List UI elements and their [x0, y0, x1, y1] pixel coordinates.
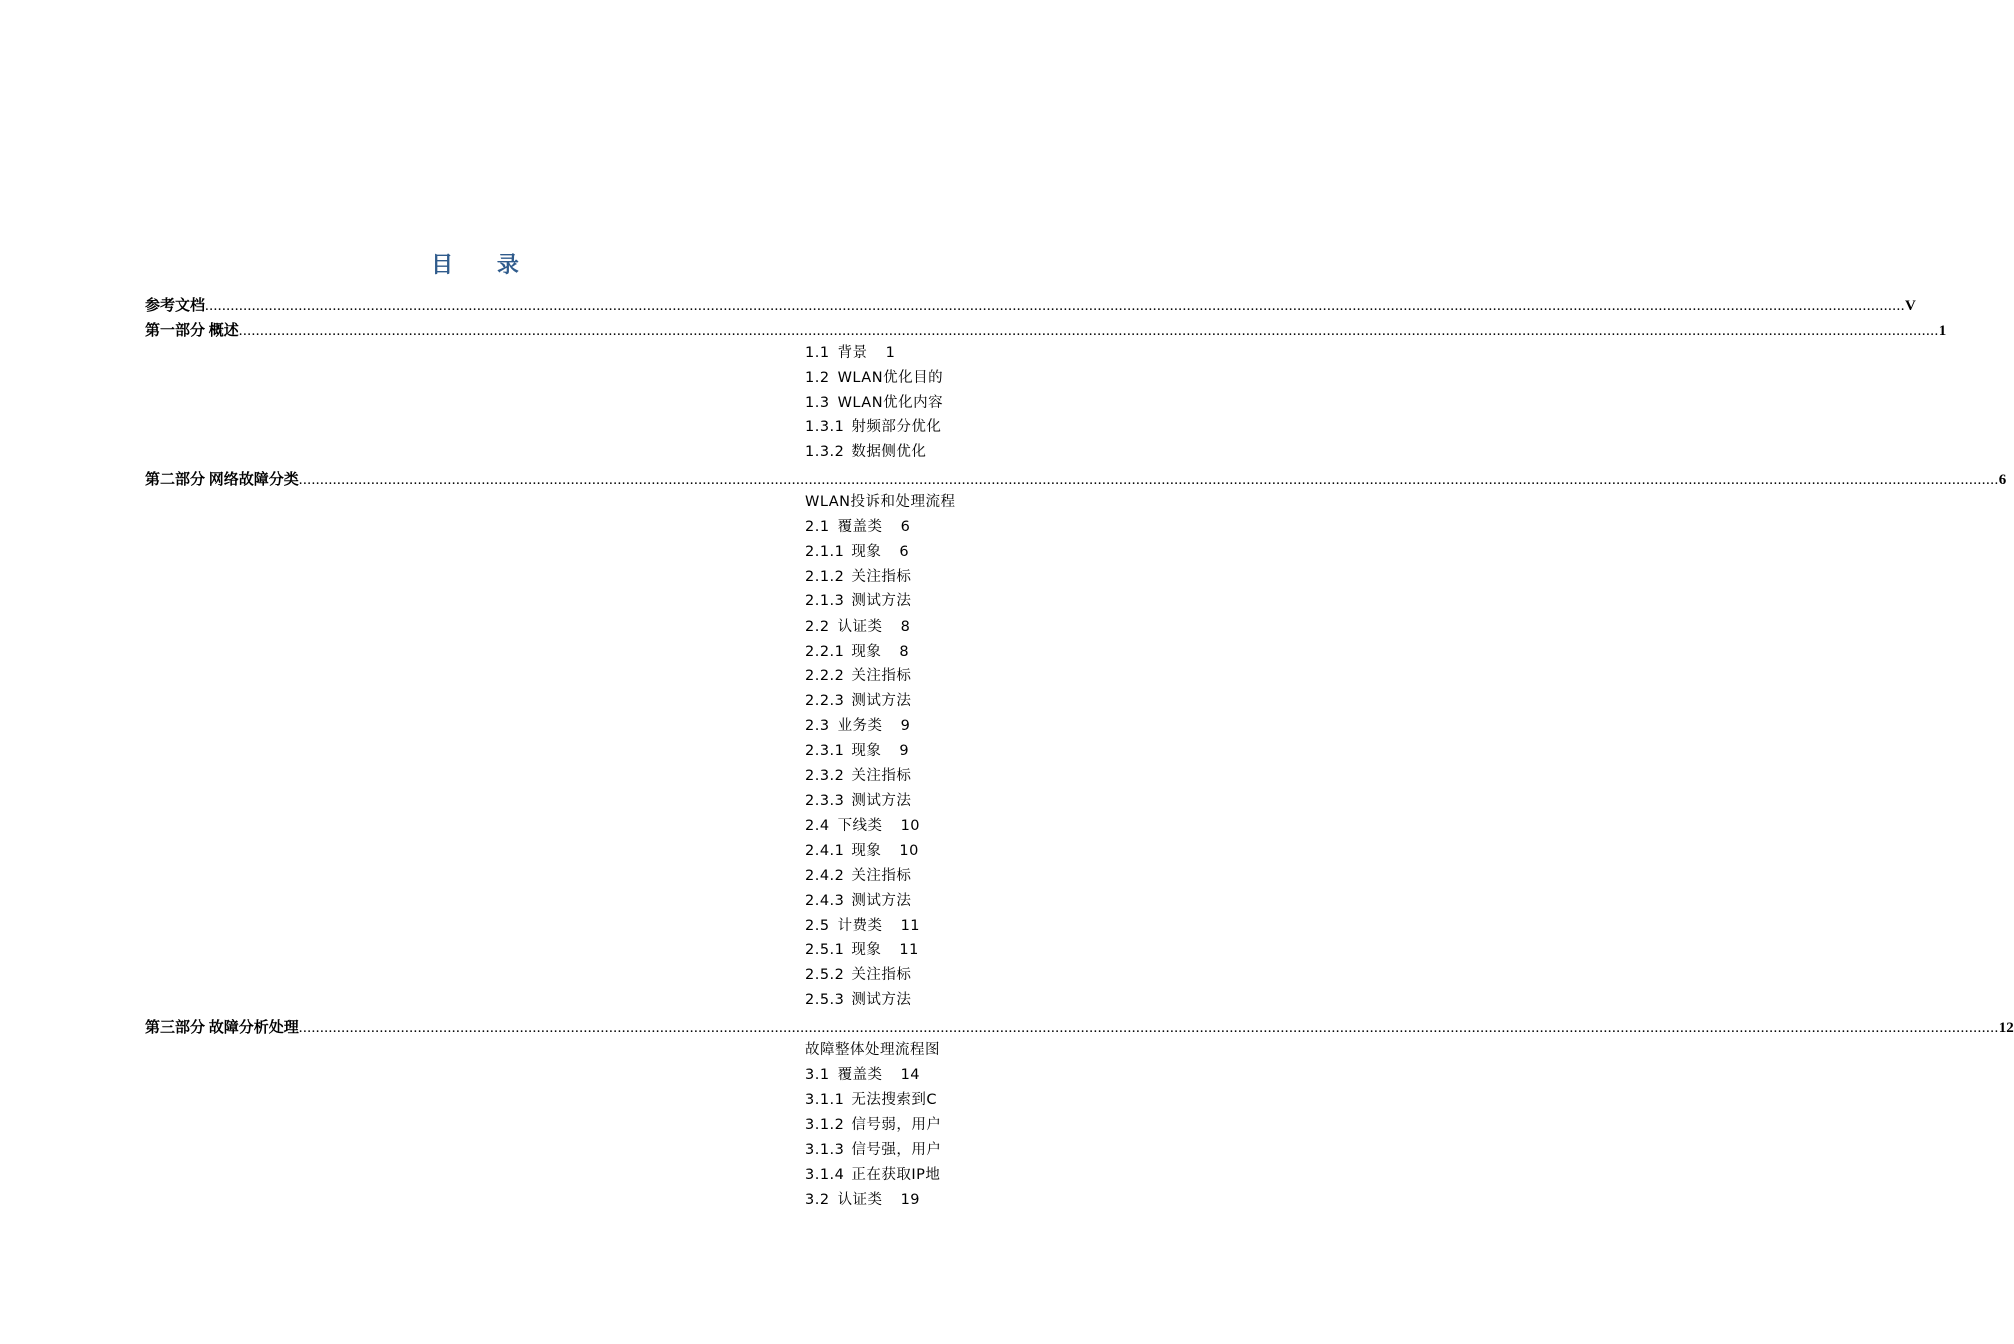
toc-minor-number: 2.4.1: [805, 843, 845, 859]
toc-minor-entry[interactable]: [805, 790, 950, 812]
toc-major-page: 12: [1998, 1020, 2014, 1036]
toc-minor-entry[interactable]: [805, 690, 950, 712]
toc-minor-text: 现象: [851, 743, 882, 759]
toc-minor-entry[interactable]: [805, 342, 950, 364]
toc-minor-page: 19: [900, 1192, 921, 1208]
toc-minor-text: 覆盖类: [837, 519, 883, 535]
toc-minor-number: 2.4.3: [805, 893, 845, 909]
toc-minor-entry[interactable]: [805, 890, 950, 912]
toc-minor-text: 测试方法: [851, 893, 912, 909]
toc-minor-number: 2.2: [805, 619, 830, 635]
toc-minor-text: 测试方法: [851, 992, 912, 1008]
toc-minor-entry[interactable]: [805, 516, 950, 538]
toc-minor-text: WLAN投诉和处理流程: [805, 494, 956, 510]
toc-minor-text: WLAN优化目的: [837, 370, 944, 386]
toc-minor-page: 8: [900, 619, 911, 635]
toc-minor-number: 2.2.2: [805, 668, 845, 684]
toc-minor-entry[interactable]: [805, 416, 950, 438]
toc-minor-number: 1.3.2: [805, 444, 845, 460]
toc-minor-number: 1.3: [805, 395, 830, 411]
toc-minor-entry[interactable]: [805, 367, 950, 389]
toc-major-page: V: [1905, 298, 1916, 314]
toc-major-label: 参考文档: [145, 298, 206, 314]
toc-minor-entry[interactable]: [805, 840, 950, 862]
toc-minor-text: 信号强，用户: [851, 1142, 942, 1158]
toc-minor-text: 故障整体处理流程图: [805, 1042, 940, 1058]
toc-minor-number: 2.2.3: [805, 693, 845, 709]
toc-minor-text: 关注指标: [851, 967, 912, 983]
toc-minor-text: 信号弱，用户: [851, 1117, 942, 1133]
toc-minor-number: 2.3.2: [805, 768, 845, 784]
toc-minor-page: 11: [900, 918, 921, 934]
toc-minor-entry[interactable]: [805, 1189, 950, 1211]
toc-minor-page: 14: [900, 1067, 921, 1083]
toc-minor-text: 正在获取IP地: [851, 1167, 941, 1183]
toc-leader-dots: ................................................................................................................................................................................................................................................................................................................................................................................................................: [205, 298, 1906, 314]
toc-minor-text: 测试方法: [851, 693, 912, 709]
toc-minor-entry[interactable]: [805, 715, 950, 737]
toc-minor-number: 2.1.1: [805, 544, 845, 560]
toc-minor-number: 2.3: [805, 718, 830, 734]
toc-minor-number: 2.1.3: [805, 593, 845, 609]
toc-major-label: 第一部分 概述: [145, 323, 239, 339]
toc-minor-entry[interactable]: [805, 939, 950, 961]
toc-minor-number: 1.2: [805, 370, 830, 386]
toc-minor-number: 2.5.3: [805, 992, 845, 1008]
toc-minor-page: 9: [900, 718, 911, 734]
toc-minor-text: 业务类: [837, 718, 883, 734]
toc-minor-entry[interactable]: [805, 590, 950, 612]
toc-minor-entry[interactable]: [805, 740, 950, 762]
toc-minor-number: 2.1.2: [805, 569, 845, 585]
toc-minor-page: 11: [899, 942, 919, 958]
toc-minor-page: 10: [900, 818, 921, 834]
toc-minor-number: 2.4: [805, 818, 830, 834]
toc-minor-entry[interactable]: [805, 865, 950, 887]
toc-major-entry[interactable]: [145, 465, 2007, 489]
toc-minor-entry[interactable]: [805, 1089, 950, 1111]
toc-minor-text: 测试方法: [851, 593, 912, 609]
toc-major-entry[interactable]: [145, 291, 1916, 315]
toc-minor-text: 认证类: [837, 619, 883, 635]
toc-minor-entry[interactable]: [805, 1114, 950, 1136]
toc-minor-number: 2.2.1: [805, 644, 845, 660]
toc-minor-entry[interactable]: [805, 915, 950, 937]
toc-minor-number: 2.4.2: [805, 868, 845, 884]
toc-minor-number: 2.5.1: [805, 942, 845, 958]
toc-title: 目 录: [431, 252, 537, 278]
toc-minor-number: 2.5.2: [805, 967, 845, 983]
toc-minor-page: 8: [899, 644, 910, 660]
toc-minor-entry[interactable]: [805, 566, 950, 588]
toc-minor-entry[interactable]: [805, 541, 950, 563]
toc-minor-entry[interactable]: [805, 441, 950, 463]
toc-minor-text: 关注指标: [851, 668, 912, 684]
toc-minor-text: 现象: [851, 843, 882, 859]
toc-leader-dots: ................................................................................................................................................................................................................................................................................................................................................................................................................: [298, 472, 1999, 488]
toc-leader-dots: ................................................................................................................................................................................................................................................................................................................................................................................................................: [298, 1020, 1999, 1036]
toc-minor-text: 下线类: [837, 818, 883, 834]
toc-minor-page: 9: [899, 743, 910, 759]
toc-minor-text: 覆盖类: [837, 1067, 883, 1083]
toc-minor-number: 1.3.1: [805, 419, 845, 435]
toc-minor-number: 3.1.4: [805, 1167, 845, 1183]
toc-minor-number: 2.3.3: [805, 793, 845, 809]
toc-minor-text: 测试方法: [851, 793, 912, 809]
toc-minor-entry[interactable]: [805, 1139, 950, 1161]
toc-leader-dots: ................................................................................................................................................................................................................................................................................................................................................................................................................: [238, 323, 1939, 339]
toc-minor-number: 3.2: [805, 1192, 830, 1208]
toc-minor-text: WLAN优化内容: [837, 395, 944, 411]
toc-minor-text: 无法搜索到C: [851, 1092, 938, 1108]
toc-minor-number: 2.1: [805, 519, 830, 535]
toc-minor-text: 数据侧优化: [851, 444, 927, 460]
toc-minor-entry[interactable]: [805, 392, 950, 414]
toc-minor-entry[interactable]: [805, 989, 950, 1011]
toc-minor-number: 2.5: [805, 918, 830, 934]
toc-minor-entry[interactable]: [805, 1064, 950, 1086]
toc-minor-entry[interactable]: [805, 815, 950, 837]
toc-minor-entry[interactable]: [805, 491, 956, 513]
toc-minor-number: 3.1.3: [805, 1142, 845, 1158]
toc-minor-number: 1.1: [805, 345, 830, 361]
toc-minor-text: 现象: [851, 544, 882, 560]
toc-minor-page: 1: [885, 345, 896, 361]
toc-minor-text: 认证类: [837, 1192, 883, 1208]
toc-minor-text: 关注指标: [851, 868, 912, 884]
toc-major-page: 6: [1998, 472, 2007, 488]
toc-minor-entry[interactable]: [805, 1039, 950, 1061]
toc-minor-number: 2.3.1: [805, 743, 845, 759]
toc-minor-number: 3.1: [805, 1067, 830, 1083]
toc-minor-text: 现象: [851, 644, 882, 660]
toc-minor-number: 3.1.1: [805, 1092, 845, 1108]
toc-major-entry[interactable]: [145, 1013, 2014, 1037]
toc-major-label: 第三部分 故障分析处理: [145, 1020, 299, 1036]
toc-minor-entry[interactable]: [805, 616, 950, 638]
toc-minor-page: 6: [899, 544, 910, 560]
toc-minor-page: 10: [899, 843, 919, 859]
toc-minor-text: 关注指标: [851, 569, 912, 585]
toc-minor-page: 6: [900, 519, 911, 535]
toc-minor-text: 计费类: [837, 918, 883, 934]
toc-minor-entry[interactable]: [805, 964, 950, 986]
toc-minor-text: 现象: [851, 942, 882, 958]
toc-major-label: 第二部分 网络故障分类: [145, 472, 299, 488]
toc-minor-entry[interactable]: [805, 641, 950, 663]
toc-minor-number: 3.1.2: [805, 1117, 845, 1133]
toc-minor-entry[interactable]: [805, 765, 950, 787]
toc-minor-text: 背景: [837, 345, 868, 361]
toc-major-page: 1: [1938, 323, 1947, 339]
toc-major-entry[interactable]: [145, 316, 1947, 340]
toc-minor-text: 射频部分优化: [851, 419, 942, 435]
toc-minor-entry[interactable]: [805, 1164, 950, 1186]
toc-minor-text: 关注指标: [851, 768, 912, 784]
toc-minor-entry[interactable]: [805, 665, 950, 687]
